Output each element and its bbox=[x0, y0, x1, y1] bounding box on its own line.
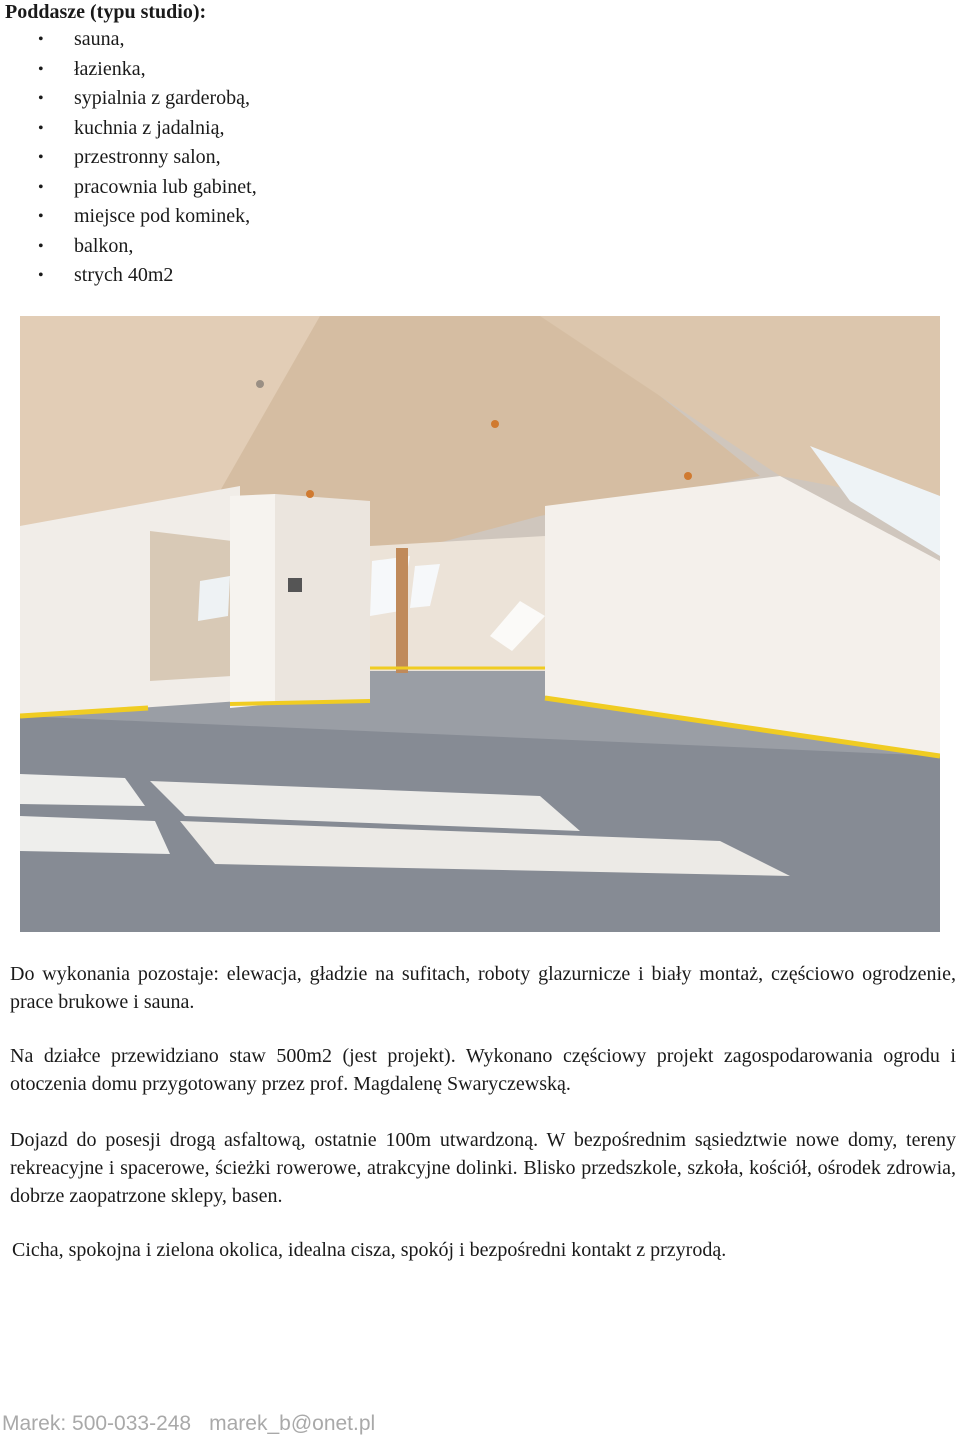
list-item bbox=[0, 84, 257, 114]
list-item-label: przestronny salon, bbox=[74, 146, 221, 168]
doorway-window bbox=[198, 576, 230, 621]
ceiling-fixture bbox=[491, 420, 499, 428]
list-item bbox=[0, 232, 257, 262]
list-item bbox=[0, 55, 257, 85]
list-item-label: kuchnia z jadalnią, bbox=[74, 116, 225, 139]
ceiling-fixture bbox=[306, 490, 314, 498]
contact-phone: Marek: 500-033-248 bbox=[2, 1412, 192, 1435]
bullet-icon: • bbox=[38, 149, 44, 166]
attic-interior-illustration bbox=[20, 316, 940, 932]
list-item bbox=[0, 173, 257, 203]
bullet-icon: • bbox=[38, 119, 44, 137]
list-item-label: łazienka, bbox=[74, 57, 146, 80]
bullet-icon: • bbox=[38, 178, 44, 196]
pillar-right bbox=[275, 494, 370, 704]
list-item bbox=[0, 114, 257, 144]
contact-email: marek_b@onet.pl bbox=[209, 1412, 376, 1435]
bullet-icon: • bbox=[38, 60, 44, 78]
contact-footer bbox=[2, 1412, 393, 1436]
list-item-label: sauna, bbox=[74, 28, 125, 50]
attic-interior-photo bbox=[20, 316, 940, 932]
bullet-icon: • bbox=[38, 237, 44, 255]
list-item-label: pracownia lub gabinet, bbox=[74, 175, 257, 198]
paragraph-access: Dojazd do posesji drogą asfaltową, ostatnie 100m utwardzoną. W bezpośrednim sąsiedztwie nowe domy, tereny rekreacyjne i spacerowe, ścieżki rowerowe, atrakcyjne dolinki. Blisko przedszkole, szkoła, kościół, ośrodek zdrowia, dobrze zaopatrzone sklepy, basen. bbox=[10, 1129, 956, 1207]
list-item bbox=[0, 202, 257, 232]
bullet-icon: • bbox=[38, 267, 44, 284]
list-item-label: balkon, bbox=[74, 234, 134, 257]
paragraph-plot: Na działce przewidziano staw 500m2 (jest projekt). Wykonano częściowy projekt zagospodarowania ogrodu i otoczenia domu przygotowany przez prof. Magdalenę Swaryczewską. bbox=[10, 1045, 956, 1095]
list-item-label: sypialnia z garderobą, bbox=[74, 87, 251, 109]
vent-outlet bbox=[288, 578, 302, 592]
list-item bbox=[0, 25, 257, 55]
list-item-label: miejsce pod kominek, bbox=[74, 205, 251, 227]
list-item-label: strych 40m2 bbox=[74, 264, 174, 286]
sunlight-patch-3 bbox=[20, 816, 170, 854]
section-heading: Poddasze (typu studio): bbox=[5, 1, 207, 23]
bullet-icon: • bbox=[38, 90, 44, 107]
paragraph-surroundings: Cicha, spokojna i zielona okolica, idealna cisza, spokój i bezpośredni kontakt z przyrodą. bbox=[12, 1239, 727, 1261]
ceiling-fixture bbox=[256, 380, 264, 388]
bullet-icon: • bbox=[38, 31, 44, 48]
pillar-left bbox=[230, 494, 275, 708]
amenities-list bbox=[0, 25, 257, 291]
list-item bbox=[0, 261, 257, 291]
ceiling-fixture bbox=[684, 472, 692, 480]
list-item bbox=[0, 143, 257, 173]
bullet-icon: • bbox=[38, 208, 44, 225]
wooden-beam bbox=[396, 548, 408, 673]
paragraph-remaining-work: Do wykonania pozostaje: elewacja, gładzie na sufitach, roboty glazurnicze i biały montaż, częściowo ogrodzenie, prace brukowe i sauna. bbox=[10, 963, 956, 1013]
